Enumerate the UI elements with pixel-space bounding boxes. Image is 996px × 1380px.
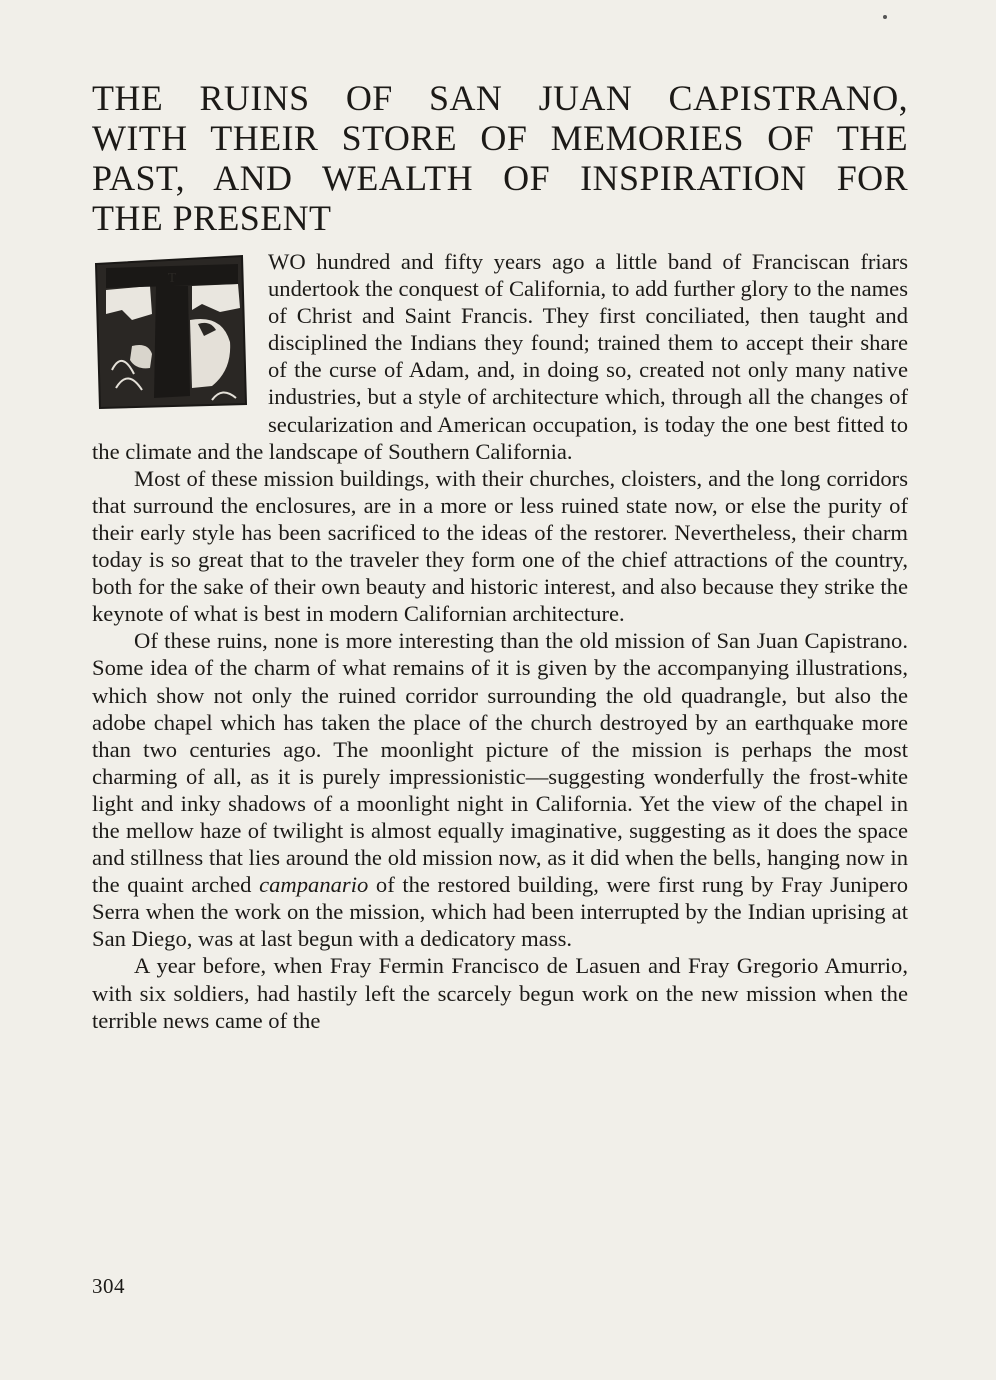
paragraph: A year before, when Fray Fermin Francisco de Lasuen and Fray Gregorio Amurrio, with six soldiers, had hastily left the scarcely begun work on the new mission when the terrible news came of the [92, 953, 908, 1033]
paragraph-text: of the restored building, were first rung by Fray Junipero Serra when the work on the mission, which had been interrupted by the Indian uprising at San Diego, was at last begun with a dedicatory mass. [92, 872, 908, 952]
paragraph: Most of these mission buildings, with their churches, cloisters, and the long corridors that surround the enclosures, are in a more or less ruined state now, or else the purity of their early style has been sacrificed to the ideas of the restorer. Nevertheless, their charm today is so great that to the traveler they form one of the chief attractions of the country, both for the sake of their own beauty and historic interest, and also because they strike the keynote of what is best in modern Californian architecture. [92, 465, 908, 627]
page-number: 304 [92, 1274, 125, 1298]
drop-cap-letter: T [167, 271, 177, 286]
title-line: THE PRESENT [92, 198, 332, 238]
ink-speck [883, 15, 887, 19]
article-body [92, 248, 908, 1034]
paragraph [92, 627, 908, 952]
drop-cap-illustration [92, 250, 250, 410]
paragraph: WO hundred and fifty years ago a little band of Franciscan friars undertook the conquest of California, to add further glory to the names of Christ and Saint Francis. They first conciliated, then taught and disciplined the Indians they found; trained them to accept their share of the curse of Adam, and, in doing so, created not only many native industries, but a style of architecture which, through all the changes of secularization and American occupation, is today the one best fitted to the climate and the landscape of Southern California. [92, 249, 908, 464]
article [92, 78, 908, 1034]
title-line: PAST, AND WEALTH OF INSPIRATION FOR [92, 158, 908, 198]
paragraph-text: Of these ruins, none is more interesting than the old mission of San Juan Capistrano. Some idea of the charm of what remains of it is given by the accompanying illustrations, which show not only the ruined corridor surrounding the old quadrangle, but also the adobe chapel which has taken the place of the church destroyed by an earthquake more than two centuries ago. The moonlight picture of the mission is perhaps the most charming of all, as it is purely impressionistic—suggesting wonderfully the frost-white light and inky shadows of a moonlight night in California. Yet the view of the chapel in the mellow haze of twilight is almost equally imaginative, suggesting as it does the space and stillness that lies around the old mission now, as it did when the bells, hanging now in the quaint arched [92, 628, 908, 898]
drop-cap-t-icon [92, 250, 250, 410]
italic-term: campanario [259, 872, 369, 898]
title-line: WITH THEIR STORE OF MEMORIES OF THE [92, 118, 908, 158]
title-line: THE RUINS OF SAN JUAN CAPISTRANO, [92, 78, 908, 118]
article-title [92, 78, 908, 238]
